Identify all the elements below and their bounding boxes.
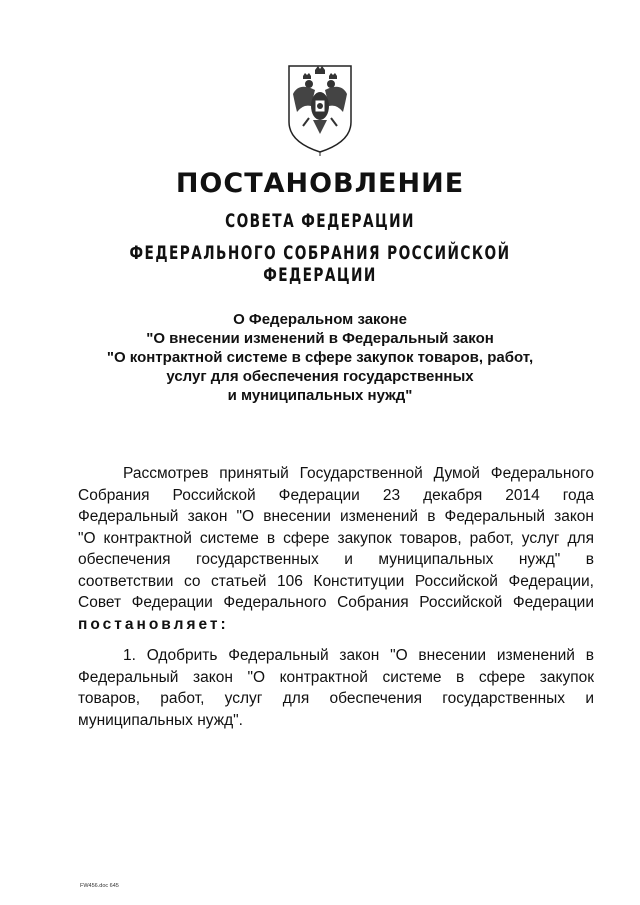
paragraph-preamble [78, 463, 594, 635]
body-line: товаров, работ, услуг для обеспечения государственных и [78, 690, 594, 707]
document-title: ПОСТАНОВЛЕНИЕ [175, 168, 465, 199]
subject-line: услуг для обеспечения государственных [166, 368, 474, 385]
subject-line: "О внесении изменений в Федеральный закон [146, 330, 494, 347]
footer-file-code: FW456.doc 645 [80, 883, 119, 889]
body-line: Рассмотрев принятый Государственной Думой Федерального [123, 465, 594, 482]
body-line: муниципальных нужд". [78, 711, 243, 729]
russian-coat-of-arms-icon [285, 60, 355, 156]
issuer-line-2: ФЕДЕРАЛЬНОГО СОБРАНИЯ РОССИЙСКОЙ ФЕДЕРАЦИИ [129, 242, 511, 286]
body-line: "О контрактной системе в сфере закупок товаров, работ, услуг для [78, 529, 594, 547]
subject-line: "О контрактной системе в сфере закупок товаров, работ, [106, 349, 534, 366]
body-line: обеспечения государственных и муниципальных нужд" в [78, 551, 594, 568]
document-subject [0, 310, 640, 405]
body-line: Собрания Российской Федерации 23 декабря 2014 года [78, 486, 594, 504]
body-line: соответствии со статьей 106 Конституции Российской Федерации, [78, 572, 594, 590]
subject-line: О Федеральном законе [233, 311, 407, 328]
paragraph-item-1 [78, 645, 594, 731]
subject-line: и муниципальных нужд" [227, 387, 413, 404]
body-line: 1. Одобрить Федеральный закон "О внесении изменений в [123, 647, 594, 664]
resolves-word: постановляет: [78, 615, 229, 633]
issuer-line-1: СОВЕТА ФЕДЕРАЦИИ [225, 210, 415, 232]
body-line: Федеральный закон "О внесении изменений в Федеральный закон [78, 508, 594, 525]
body-line: Федеральный закон "О контрактной системе в сфере закупок [78, 668, 594, 686]
body-line: Совет Федерации Федерального Собрания Российской Федерации [78, 594, 594, 611]
